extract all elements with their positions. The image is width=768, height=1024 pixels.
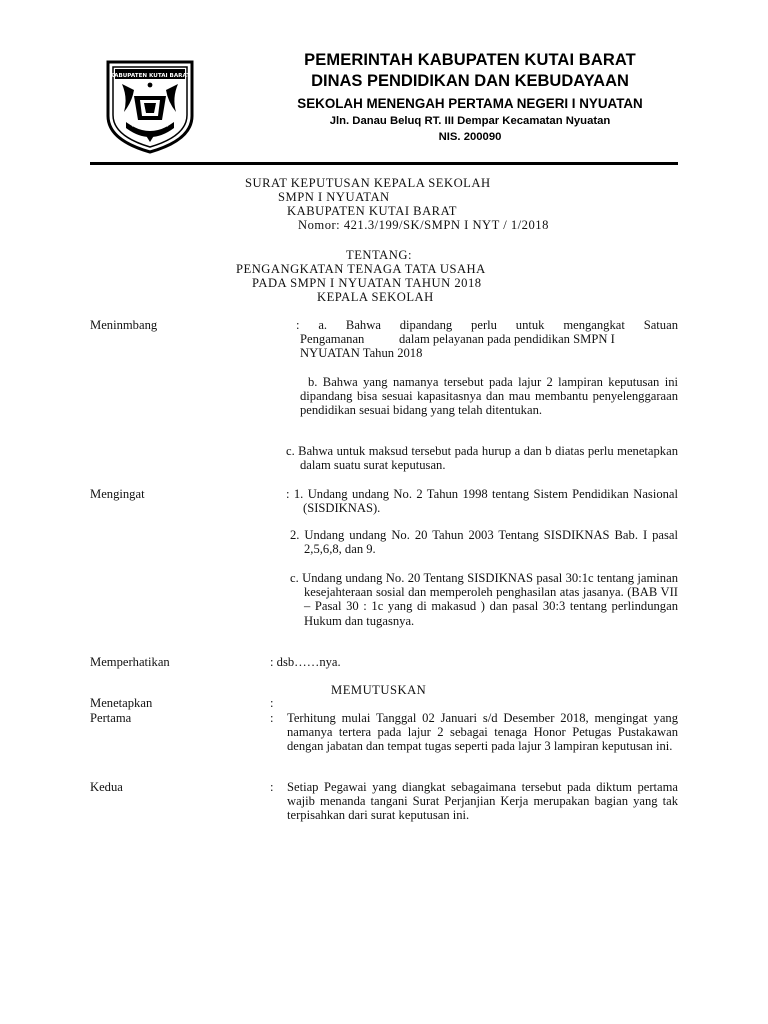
menimbang-point-a [296, 318, 678, 361]
mengingat-item-1-text: : 1. Undang undang No. 2 Tahun 1998 tentang Sistem Pendidikan Nasional (SISDIKNAS). [286, 487, 678, 516]
menetapkan-colon: : [270, 696, 274, 710]
menimbang-c-text: c. Bahwa untuk maksud tersebut pada hurup a dan b diatas perlu menetapkan dalam suatu surat keputusan. [286, 444, 678, 473]
mengingat-label: Mengingat [90, 487, 145, 501]
logo-caption: KABUPATEN KUTAI BARAT [109, 73, 191, 79]
menimbang-label: Meninmbang [90, 318, 158, 332]
kedua-label: Kedua [90, 780, 123, 794]
letterhead [200, 50, 740, 145]
decree-principal: KEPALA SEKOLAH [317, 290, 434, 304]
school-name: SEKOLAH MENENGAH PERTAMA NEGERI I NYUATAN [297, 96, 643, 111]
pertama-text: Terhitung mulai Tanggal 02 Januari s/d Desember 2018, mengingat yang namanya tertera pada lajur 2 sebagai tenaga Honor Petugas Pustakawan dengan jabatan dan tempat tugas seperti pada lajur 3 lampiran keputusan ini. [287, 711, 678, 754]
decree-subject: PENGANGKATAN TENAGA TATA USAHA [236, 262, 486, 276]
regency-logo [104, 54, 196, 154]
pertama-colon: : [270, 711, 274, 725]
decree-about: TENTANG: [346, 248, 412, 262]
decree-school: SMPN I NYUATAN [278, 190, 390, 204]
menetapkan-label: Menetapkan [90, 696, 153, 710]
memperhatikan-value: : dsb……nya. [270, 655, 341, 669]
menimbang-point-c [286, 444, 678, 472]
menimbang-a-line3: NYUATAN Tahun 2018 [300, 346, 423, 361]
memperhatikan-label: Memperhatikan [90, 655, 170, 669]
school-nis: NIS. 200090 [438, 131, 502, 143]
decree-subject-school: PADA SMPN I NYUATAN TAHUN 2018 [252, 276, 482, 290]
pertama-clause [287, 711, 678, 754]
mengingat-item-2-text: 2. Undang undang No. 20 Tahun 2003 Tentang SISDIKNAS Bab. I pasal 2,5,6,8, dan 9. [290, 528, 678, 557]
kedua-colon: : [270, 780, 274, 794]
mengingat-item-2 [290, 528, 678, 556]
mengingat-item-3-text: c. Undang undang No. 20 Tentang SISDIKNAS pasal 30:1c tentang jaminan kesejahteraan sosial dan memperoleh penghasilan atas jasanya. (BAB VII – Pasal 30 : 1c yang di makasud ) dan pasal 30:3 tentang perlindungan Hukum dan tugasnya. [290, 571, 678, 628]
kedua-text: Setiap Pegawai yang diangkat sebagaimana tersebut pada diktum pertama wajib menanda tangani Surat Perjanjian Kerja merupakan bagian yang tak terpisahkan dari surat keputusan ini. [287, 780, 678, 823]
decree-number: Nomor: 421.3/199/SK/SMPN I NYT / 1/2018 [298, 218, 549, 232]
menimbang-a-line1: : a. Bahwa dipandang perlu untuk mengangkat Satuan [296, 318, 678, 332]
pertama-label: Pertama [90, 711, 132, 725]
decree-regency: KABUPATEN KUTAI BARAT [287, 204, 457, 218]
mengingat-item-1 [270, 487, 678, 515]
department-name: DINAS PENDIDIKAN DAN KEBUDAYAAN [311, 72, 629, 90]
memutuskan-heading: MEMUTUSKAN [331, 683, 427, 697]
kedua-clause [283, 780, 678, 823]
menimbang-b-text: b. Bahwa yang namanya tersebut pada lajur 2 lampiran keputusan ini dipandang bisa sesuai kapasitasnya dan mau membantu penyelenggaraan pendidikan sesuai bidang yang telah ditentukan. [300, 375, 678, 418]
government-name: PEMERINTAH KABUPATEN KUTAI BARAT [304, 51, 636, 69]
decree-title: SURAT KEPUTUSAN KEPALA SEKOLAH [245, 176, 491, 190]
school-address: Jln. Danau Beluq RT. III Dempar Kecamatan Nyuatan [329, 115, 611, 127]
letterhead-divider [90, 162, 678, 165]
mengingat-item-3 [290, 571, 678, 628]
menimbang-a-line2: Pengamanan dalam pelayanan pada pendidikan SMPN I [300, 332, 615, 347]
menimbang-point-b [300, 375, 678, 418]
